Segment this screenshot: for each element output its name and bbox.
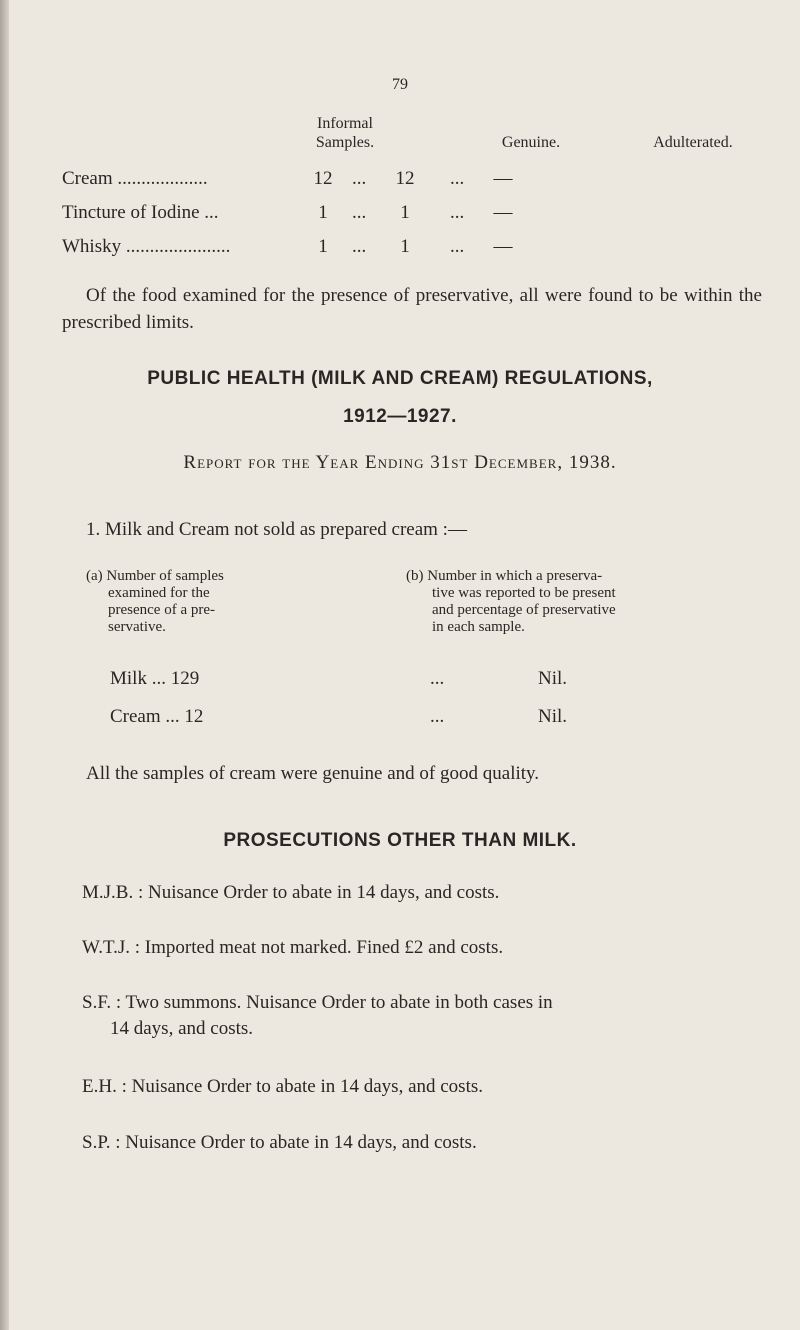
prosecutions-heading: PROSECUTIONS OTHER THAN MILK. — [223, 830, 577, 851]
cream-row-result: Nil. — [538, 706, 568, 727]
column-b-note — [406, 568, 786, 636]
cream-row-label: Cream ... 12 — [110, 706, 204, 727]
report-title: Report for the Year Ending 31st December, 1938. — [183, 452, 617, 473]
binding-edge — [0, 0, 9, 1330]
column-a-line: servative. — [108, 619, 166, 635]
row-adulterated: — — [493, 202, 513, 223]
row-dots: ... — [352, 202, 367, 223]
row-genuine: 1 — [400, 202, 410, 223]
prosecution-entry — [82, 935, 772, 961]
regulations-years: 1912—1927. — [343, 406, 457, 427]
prosecution-line-continued: 14 days, and costs. — [110, 1018, 254, 1039]
prosecution-entry — [82, 1130, 772, 1156]
col-header-informal-line2: Samples. — [315, 134, 375, 151]
prosecution-line: M.J.B. : Nuisance Order to abate in 14 days, and costs. — [82, 882, 500, 903]
row-item: Whisky ...................... — [62, 236, 231, 257]
col-header-informal — [290, 114, 400, 152]
row-dots: ... — [352, 236, 367, 257]
prosecution-line: E.H. : Nuisance Order to abate in 14 days, and costs. — [82, 1076, 484, 1097]
row-dots: ... — [450, 202, 465, 223]
prosecution-line: S.F. : Two summons. Nuisance Order to abate in both cases in — [82, 992, 553, 1013]
row-informal: 1 — [318, 202, 328, 223]
prosecution-line: W.T.J. : Imported meat not marked. Fined £2 and costs. — [82, 937, 504, 958]
row-item: Tincture of Iodine ... — [62, 202, 219, 223]
row-informal: 1 — [318, 236, 328, 257]
col-header-informal-line1: Informal — [317, 115, 373, 132]
cream-quality-paragraph: All the samples of cream were genuine and of good quality. — [86, 763, 540, 784]
col-header-genuine: Genuine. — [501, 134, 561, 151]
table-row — [62, 236, 762, 260]
milk-row-label: Milk ... 129 — [110, 668, 200, 689]
column-b-line: in each sample. — [432, 619, 525, 635]
column-a-line: (a) Number of samples — [86, 568, 224, 584]
prosecution-entry — [82, 1074, 772, 1100]
preservative-paragraph: Of the food examined for the presence of preservative, all were found to be within the prescribed limits. — [62, 285, 762, 333]
col-header-adulterated: Adulterated. — [653, 134, 733, 151]
page-number: 79 — [392, 76, 408, 93]
row-informal: 12 — [313, 168, 333, 189]
milk-row-dots: ... — [430, 668, 445, 689]
row-dots: ... — [352, 168, 367, 189]
column-b-line: (b) Number in which a preserva- — [406, 568, 603, 584]
cream-row-dots: ... — [430, 706, 445, 727]
regulations-heading: PUBLIC HEALTH (MILK AND CREAM) REGULATIONS, — [147, 368, 653, 389]
table-row — [62, 168, 762, 192]
table-row — [62, 202, 762, 226]
row-item: Cream ................... — [62, 168, 208, 189]
row-genuine: 1 — [400, 236, 410, 257]
row-adulterated: — — [493, 236, 513, 257]
milk-row-result: Nil. — [538, 668, 568, 689]
prosecution-line: S.P. : Nuisance Order to abate in 14 days, and costs. — [82, 1132, 477, 1153]
prosecution-entry — [82, 880, 772, 906]
column-a-note — [86, 568, 326, 636]
column-b-line: tive was reported to be present — [432, 585, 616, 601]
prosecution-entry — [82, 990, 772, 1042]
item-1-text: 1. Milk and Cream not sold as prepared cream :— — [86, 519, 467, 540]
row-dots: ... — [450, 168, 465, 189]
column-a-line: examined for the — [108, 585, 210, 601]
row-adulterated: — — [493, 168, 513, 189]
row-genuine: 12 — [395, 168, 415, 189]
column-a-line: presence of a pre- — [108, 602, 216, 618]
row-dots: ... — [450, 236, 465, 257]
column-b-line: and percentage of preservative — [432, 602, 616, 618]
